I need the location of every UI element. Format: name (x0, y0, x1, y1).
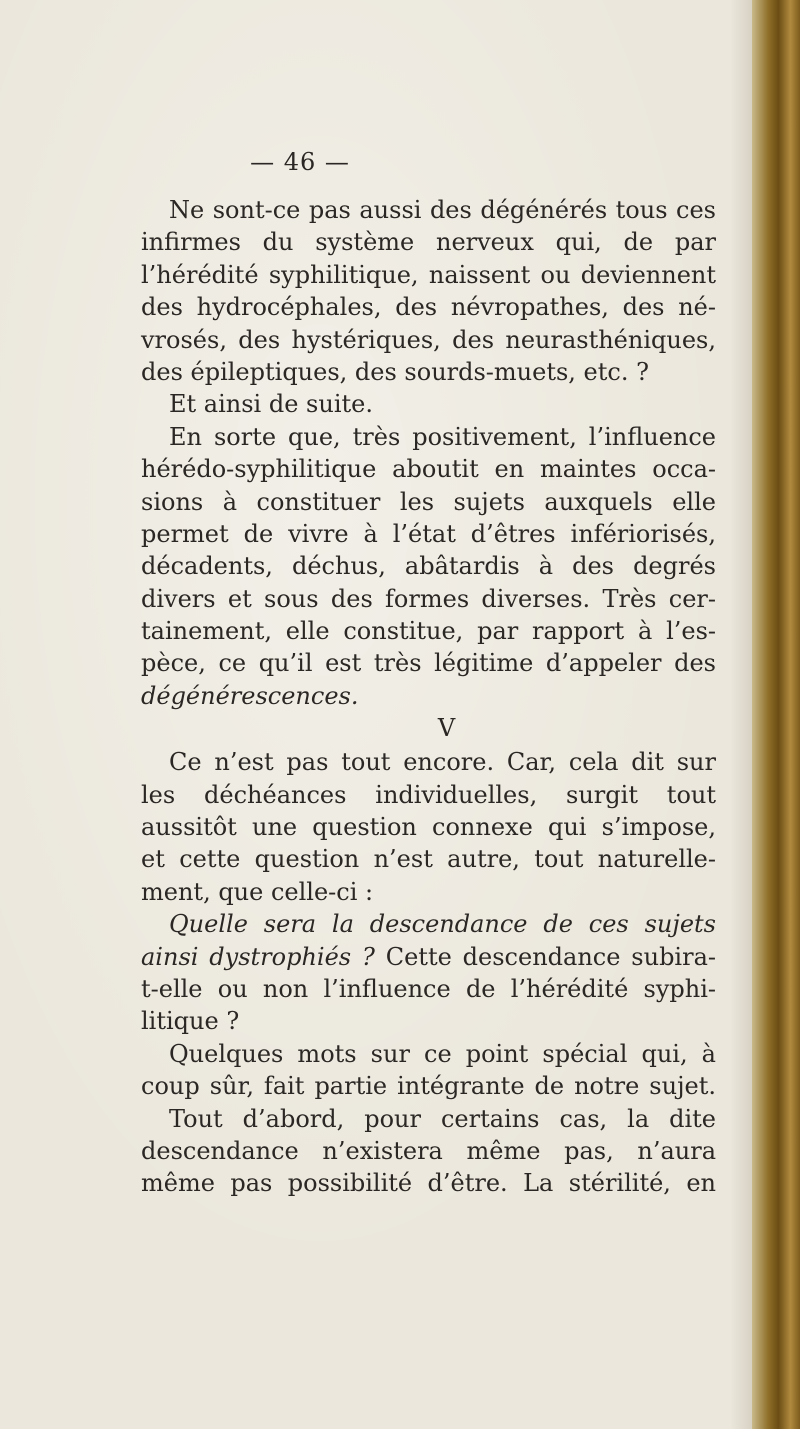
text-line: même pas possibilité d’être. La stérilité, en (141, 1169, 716, 1198)
paragraph-group-after-heading (141, 746, 716, 1199)
page-edge-strip (752, 0, 800, 1429)
text-line: permet de vivre à l’état d’êtres infériorisés, (141, 519, 716, 548)
section-heading: V (437, 714, 456, 743)
text-line: infirmes du système nerveux qui, de par (141, 228, 716, 257)
text-line: et cette question n’est autre, tout naturelle- (141, 845, 716, 874)
text-line: l’hérédité syphilitique, naissent ou deviennent (141, 260, 716, 289)
text-line: litique ? (141, 1007, 240, 1036)
paragraph-group-before-heading (141, 194, 716, 712)
text-line: descendance n’existera même pas, n’aura (141, 1136, 716, 1165)
text-line: les déchéances individuelles, surgit tout (141, 780, 716, 809)
text-line: pèce, ce qu’il est très légitime d’appeler des (141, 649, 716, 678)
text-line: des hydrocéphales, des névropathes, des né- (141, 293, 716, 322)
text-line: Quelle sera la descendance de ces sujets (169, 910, 716, 939)
text-line: Tout d’abord, pour certains cas, la dite (169, 1104, 716, 1133)
text-line: Et ainsi de suite. (169, 390, 373, 419)
text-line: tainement, elle constitue, par rapport à l’es- (141, 617, 716, 646)
text-line: aussitôt une question connexe qui s’impose, (141, 813, 716, 842)
text-line: t-elle ou non l’influence de l’hérédité syphi- (141, 974, 716, 1003)
text-line: décadents, déchus, abâtardis à des degrés (141, 552, 716, 581)
text-line: dégénérescences. (141, 681, 359, 710)
text-line (141, 941, 716, 973)
text-line: ment, que celle-ci : (141, 877, 374, 906)
text-line: Ne sont-ce pas aussi des dégénérés tous ces (169, 196, 716, 224)
text-line: des épileptiques, des sourds-muets, etc. ? (141, 357, 649, 386)
text-line: vrosés, des hystériques, des neurasthéniques, (141, 325, 716, 354)
body-text (141, 194, 716, 1200)
text-line: coup sûr, fait partie intégrante de notre sujet. (141, 1072, 716, 1101)
text-line: Quelques mots sur ce point spécial qui, à (169, 1039, 716, 1068)
text-line: hérédo-syphilitique aboutit en maintes occa- (141, 455, 716, 484)
text-run: Cette descendance subira- (374, 942, 717, 971)
text-line: sions à constituer les sujets auxquels elle (141, 487, 716, 516)
page-number: — 46 — (250, 148, 350, 176)
text-line: Ce n’est pas tout encore. Car, cela dit sur (169, 748, 716, 777)
text-line: En sorte que, très positivement, l’influence (169, 422, 716, 451)
text-run: ainsi dystrophiés ? (141, 942, 375, 971)
text-line: divers et sous des formes diverses. Très cer- (141, 584, 716, 613)
